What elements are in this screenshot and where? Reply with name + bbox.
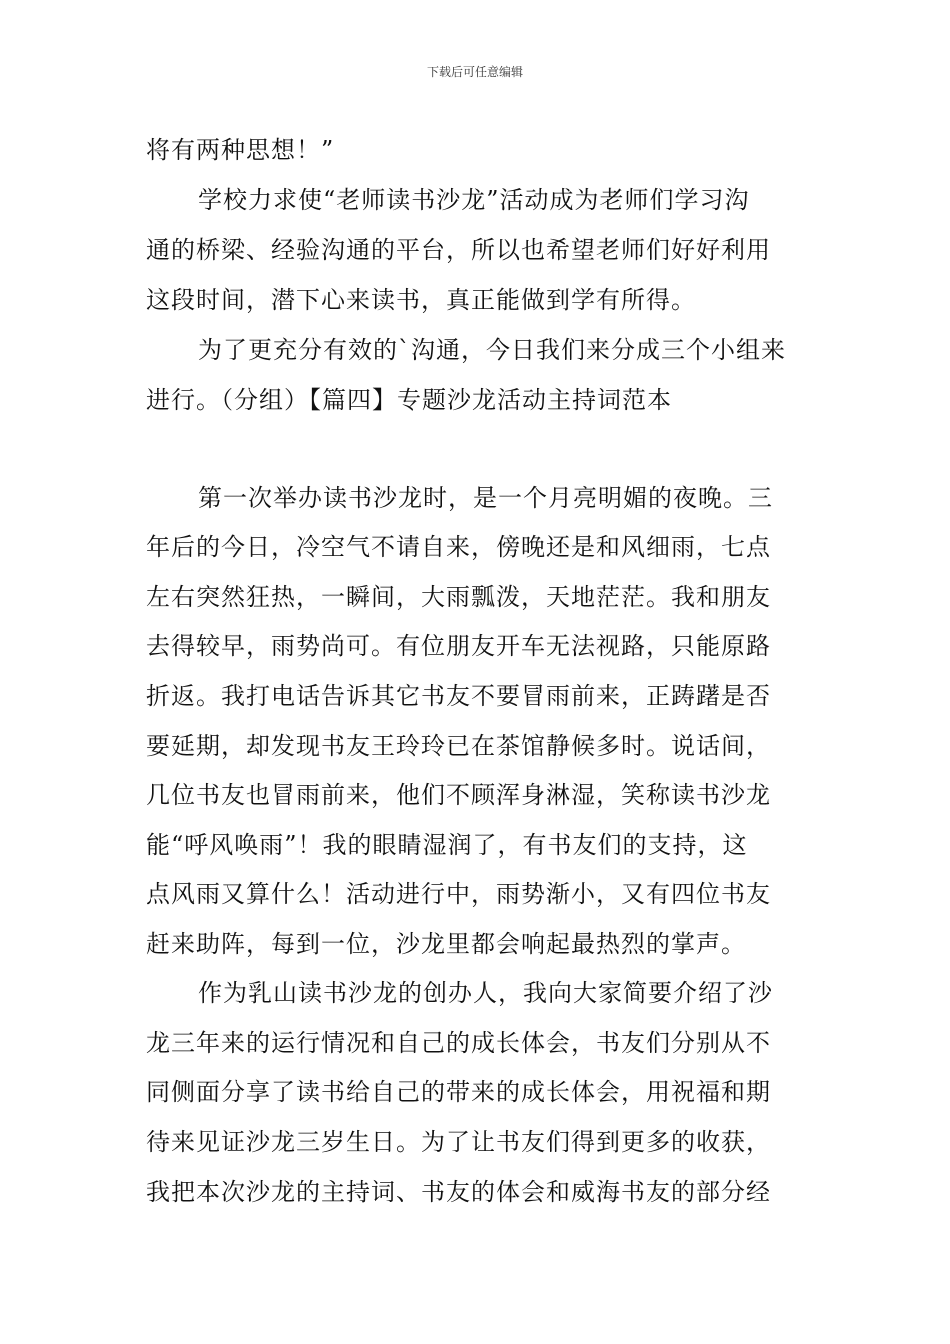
document-body [146,0,810,1344]
text-line: 第一次举办读书沙龙时，是一个月亮明媚的夜晚。三 [198,484,773,512]
text-line: 学校力求使“老师读书沙龙”活动成为老师们学习沟 [198,186,750,214]
text-line: 年后的今日，冷空气不请自来，傍晚还是和风细雨，七点 [146,533,771,561]
text-line: 待来见证沙龙三岁生日。为了让书友们得到更多的收获， [146,1128,771,1156]
text-line: 点风雨又算什么！活动进行中，雨势渐小，又有四位书友 [146,880,771,908]
text-line: 折返。我打电话告诉其它书友不要冒雨前来，正踌躇是否 [146,682,771,710]
text-line: 能“呼风唤雨”！我的眼睛湿润了，有书友们的支持，这 [146,831,748,859]
text-line: 去得较早，雨势尚可。有位朋友开车无法视路，只能原路 [146,632,771,660]
text-line: 为了更充分有效的`沟通，今日我们来分成三个小组来 [198,336,786,364]
text-line: 通的桥梁、经验沟通的平台，所以也希望老师们好好利用 [146,236,771,264]
text-line: 作为乳山读书沙龙的创办人，我向大家简要介绍了沙 [198,979,773,1007]
text-line: 将有两种思想！” [146,136,335,164]
text-line: 几位书友也冒雨前来，他们不顾浑身淋湿，笑称读书沙龙 [146,781,771,809]
text-line: 左右突然狂热，一瞬间，大雨瓢泼，天地茫茫。我和朋友 [146,583,771,611]
text-line: 同侧面分享了读书给自己的带来的成长体会，用祝福和期 [146,1078,771,1106]
text-line: 这段时间，潜下心来读书，真正能做到学有所得。 [146,286,696,314]
text-line: 龙三年来的运行情况和自己的成长体会，书友们分别从不 [146,1029,771,1057]
page-header: 下载后可任意编辑 [426,65,523,79]
text-line: 要延期，却发现书友王玲玲已在茶馆静候多时。说话间， [146,732,771,760]
text-line: 进行。（分组）【篇四】专题沙龙活动主持词范本 [146,386,672,414]
text-line: 赶来助阵，每到一位，沙龙里都会响起最热烈的掌声。 [146,930,746,958]
text-line: 我把本次沙龙的主持词、书友的体会和威海书友的部分经 [146,1178,771,1206]
